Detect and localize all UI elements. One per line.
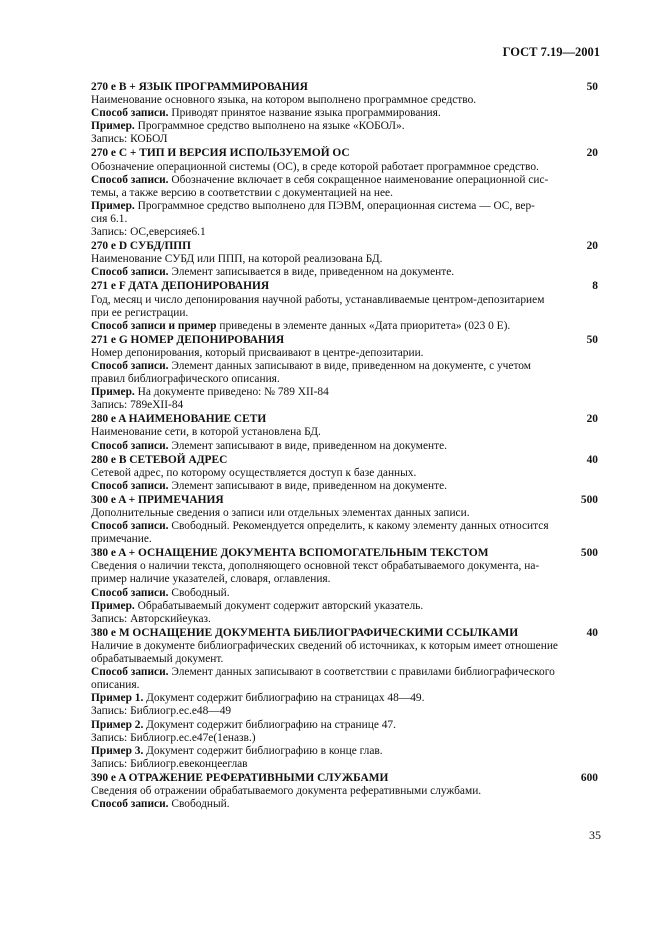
paragraph: Номер депонирования, который присваивают в центре-депозитарии. — [91, 346, 424, 359]
paragraph-text: На документе приведено: № 789 XII-84 — [134, 386, 329, 399]
field-heading — [91, 334, 598, 347]
continuation-line: сия 6.1. — [91, 212, 128, 225]
field-heading-text: 300 e A + ПРИМЕЧАНИЯ — [91, 493, 224, 506]
paragraph-label: Способ записи. — [91, 586, 169, 599]
paragraph: Запись: Библиогр.ec.e47e(1eназв.) — [91, 731, 256, 744]
labeled-paragraph — [91, 587, 598, 600]
paragraph: Наличие в документе библиографических сведений об источниках, к которым имеет отношение — [91, 639, 558, 652]
field-heading — [91, 772, 598, 785]
paragraph: Сведения об отражении обрабатываемого документа реферативными службами. — [91, 784, 482, 797]
page-number: 35 — [589, 827, 601, 842]
field-heading — [91, 454, 598, 467]
field-heading-text: 271 e F ДАТА ДЕПОНИРОВАНИЯ — [91, 280, 270, 293]
labeled-paragraph — [91, 480, 598, 493]
field-length: 20 — [586, 147, 598, 160]
labeled-paragraph — [91, 266, 598, 279]
document-body — [91, 80, 598, 811]
labeled-paragraph — [91, 692, 598, 705]
paragraph: Сведения о наличии текста, дополняющего основной текст обрабатываемого документа, на- — [91, 560, 540, 573]
paragraph-text: Свободный. — [168, 798, 230, 811]
continuation-line: описания. — [91, 679, 140, 692]
labeled-paragraph — [91, 200, 598, 213]
paragraph-text: Элемент записывается в виде, приведенном на документе. — [168, 266, 455, 279]
continuation-line: при ее регистрации. — [91, 306, 189, 319]
field-length: 40 — [586, 453, 598, 466]
labeled-paragraph — [91, 719, 598, 732]
field-heading — [91, 280, 598, 293]
paragraph: Сетевой адрес, по которому осуществляется доступ к базе данных. — [91, 466, 417, 479]
field-heading-text: 380 e A + ОСНАЩЕНИЕ ДОКУМЕНТА ВСПОМОГАТЕЛЬНЫМ ТЕКСТОМ — [91, 547, 489, 560]
paragraph: Запись: Библиогр.ec.e48—49 — [91, 705, 232, 718]
paragraph-text: Документ содержит библиографию на страницах 48—49. — [143, 692, 425, 705]
labeled-paragraph — [91, 320, 598, 333]
paragraph-label: Способ записи. — [91, 439, 169, 452]
paragraph: Запись: КОБОЛ — [91, 133, 168, 146]
paragraph: Наименование основного языка, на котором выполнено программное средство. — [91, 94, 477, 107]
paragraph-label: Способ записи. — [91, 666, 169, 679]
paragraph-label: Пример. — [91, 386, 135, 399]
field-heading — [91, 81, 598, 94]
paragraph-label: Пример. — [91, 199, 135, 212]
paragraph: Год, месяц и число депонирования научной работы, устанавливаемые центром-депозитарием — [91, 293, 545, 306]
paragraph-text: Обозначение включает в себя сокращенное наименование операционной сис- — [168, 173, 549, 186]
field-length: 20 — [586, 413, 598, 426]
paragraph-label: Способ записи. — [91, 479, 169, 492]
labeled-paragraph — [91, 120, 598, 133]
labeled-paragraph — [91, 386, 598, 399]
labeled-paragraph — [91, 798, 598, 811]
labeled-paragraph — [91, 107, 598, 120]
field-length: 20 — [586, 240, 598, 253]
continuation-line: примечание. — [91, 533, 152, 546]
paragraph: Наименование сети, в которой установлена БД. — [91, 426, 321, 439]
paragraph-text: Программное средство выполнено для ПЭВМ, операционная система — ОС, вер- — [134, 199, 535, 212]
paragraph-label: Пример 1. — [91, 692, 144, 705]
paragraph-text: Документ содержит библиографию в конце глав. — [143, 744, 383, 757]
field-length: 50 — [586, 81, 598, 93]
field-heading-text: 270 e B + ЯЗЫК ПРОГРАММИРОВАНИЯ — [91, 81, 308, 93]
labeled-paragraph — [91, 360, 598, 373]
field-length: 50 — [586, 333, 598, 346]
paragraph-label: Пример 2. — [91, 718, 144, 731]
field-heading-text: 270 e D СУБД/ППП — [91, 240, 192, 253]
standard-header: ГОСТ 7.19—2001 — [502, 45, 600, 59]
paragraph-label: Пример 3. — [91, 744, 144, 757]
paragraph-text: Элемент данных записывают в виде, приведенном на документе, с учетом — [168, 359, 531, 372]
labeled-paragraph — [91, 666, 598, 679]
paragraph-label: Способ записи и пример — [91, 319, 217, 332]
paragraph-text: Элемент данных записывают в соответствии с правилами библиографического — [168, 666, 555, 679]
paragraph-text: Элемент записывают в виде, приведенном на документе. — [168, 479, 447, 492]
paragraph-text: Свободный. Рекомендуется определить, к какому элементу данных относится — [168, 520, 549, 533]
continuation-line: темы, а также версию в соответствии с документацией на нее. — [91, 186, 393, 199]
continuation-line: обрабатываемый документ. — [91, 653, 224, 666]
paragraph-label: Пример. — [91, 120, 135, 133]
continuation-line: правил библиографического описания. — [91, 373, 280, 386]
field-heading-text: 280 e A НАИМЕНОВАНИЕ СЕТИ — [91, 413, 267, 426]
paragraph-label: Способ записи. — [91, 173, 169, 186]
paragraph-text: приведены в элементе данных «Дата приоритета» (023 0 E). — [216, 319, 511, 332]
paragraph: Дополнительные сведения о записи или отдельных элементах данных записи. — [91, 507, 470, 519]
paragraph-text: Обрабатываемый документ содержит авторский указатель. — [134, 599, 424, 612]
field-heading-text: 380 e M ОСНАЩЕНИЕ ДОКУМЕНТА БИБЛИОГРАФИЧЕСКИМИ ССЫЛКАМИ — [91, 626, 519, 639]
paragraph-label: Способ записи. — [91, 266, 169, 279]
paragraph-text: Программное средство выполнено на языке «КОБОЛ». — [134, 120, 405, 133]
paragraph-label: Способ записи. — [91, 520, 169, 533]
field-heading — [91, 494, 598, 507]
field-length: 500 — [580, 493, 598, 506]
paragraph-text: Документ содержит библиографию на странице 47. — [143, 718, 396, 731]
field-heading — [91, 240, 598, 253]
paragraph: Запись: Авторскийeуказ. — [91, 612, 211, 625]
continuation-line: пример наличие указателей, словаря, оглавления. — [91, 573, 331, 586]
paragraph: Запись: 789eXII-84 — [91, 399, 184, 412]
field-heading — [91, 147, 598, 160]
paragraph: Запись: Библиогр.eвeконцеeглав — [91, 757, 248, 770]
field-length: 40 — [586, 626, 598, 639]
field-heading — [91, 627, 598, 640]
paragraph-text: Элемент записывают в виде, приведенном на документе. — [168, 439, 447, 452]
labeled-paragraph — [91, 440, 598, 453]
field-heading — [91, 413, 598, 426]
field-heading-text: 280 e B СЕТЕВОЙ АДРЕС — [91, 453, 228, 466]
field-heading-text: 390 e A ОТРАЖЕНИЕ РЕФЕРАТИВНЫМИ СЛУЖБАМИ — [91, 771, 389, 784]
field-length: 8 — [592, 280, 598, 293]
labeled-paragraph — [91, 520, 598, 533]
field-length: 600 — [580, 771, 598, 784]
field-heading-text: 271 e G НОМЕР ДЕПОНИРОВАНИЯ — [91, 333, 285, 346]
paragraph: Наименование СУБД или ППП, на которой реализована БД. — [91, 253, 383, 266]
paragraph-label: Способ записи. — [91, 107, 169, 120]
labeled-paragraph — [91, 745, 598, 758]
paragraph-text: Свободный. — [168, 586, 230, 599]
paragraph-label: Способ записи. — [91, 798, 169, 811]
field-heading — [91, 547, 598, 560]
paragraph: Запись: ОС,eверсияe6.1 — [91, 226, 206, 239]
paragraph-text: Приводят принятое название языка программирования. — [168, 107, 441, 120]
field-heading-text: 270 e C + ТИП И ВЕРСИЯ ИСПОЛЬЗУЕМОЙ ОС — [91, 147, 350, 160]
paragraph: Обозначение операционной системы (ОС), в среде которой работает программное средство. — [91, 160, 539, 173]
field-length: 500 — [580, 547, 598, 560]
paragraph-label: Пример. — [91, 599, 135, 612]
labeled-paragraph — [91, 600, 598, 613]
paragraph-label: Способ записи. — [91, 359, 169, 372]
labeled-paragraph — [91, 174, 598, 187]
